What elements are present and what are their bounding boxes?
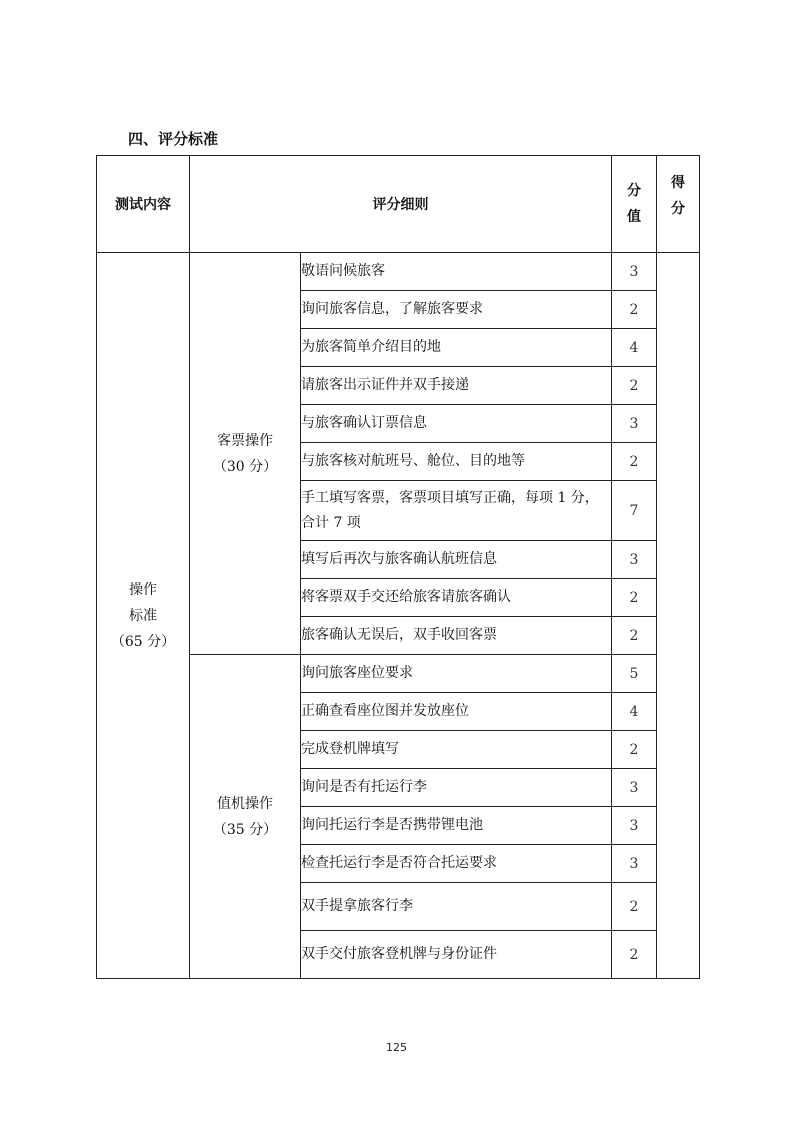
scoring-table	[96, 155, 700, 979]
row-item: 检查托运行李是否符合托运要求	[301, 845, 612, 883]
row-item: 询问是否有托运行李	[301, 769, 612, 807]
row-score: 2	[612, 291, 657, 329]
row-item: 完成登机牌填写	[301, 731, 612, 769]
header-score-value: 分 值	[612, 156, 657, 253]
row-score: 2	[612, 579, 657, 617]
score-got-cell[interactable]	[657, 253, 700, 979]
row-score: 3	[612, 253, 657, 291]
table-row	[97, 253, 700, 291]
row-item: 与旅客核对航班号、舱位、目的地等	[301, 443, 612, 481]
row-score: 2	[612, 883, 657, 931]
row-score: 5	[612, 655, 657, 693]
group-cell-checkin: 值机操作 （35 分）	[190, 655, 301, 979]
header-test-content: 测试内容	[97, 156, 190, 253]
row-score: 4	[612, 693, 657, 731]
row-item: 将客票双手交还给旅客请旅客确认	[301, 579, 612, 617]
row-item: 与旅客确认订票信息	[301, 405, 612, 443]
row-item: 询问托运行李是否携带锂电池	[301, 807, 612, 845]
row-score: 2	[612, 367, 657, 405]
row-item: 双手提拿旅客行李	[301, 883, 612, 931]
row-item: 旅客确认无误后，双手收回客票	[301, 617, 612, 655]
page-number: 125	[386, 1041, 407, 1054]
row-score: 2	[612, 731, 657, 769]
row-score: 3	[612, 845, 657, 883]
row-item: 为旅客简单介绍目的地	[301, 329, 612, 367]
row-score: 7	[612, 481, 657, 541]
row-item: 填写后再次与旅客确认航班信息	[301, 541, 612, 579]
header-score-got: 得 分	[657, 156, 700, 253]
group-cell-ticketing: 客票操作 （30 分）	[190, 253, 301, 655]
row-score: 2	[612, 443, 657, 481]
row-score: 4	[612, 329, 657, 367]
row-item: 手工填写客票，客票项目填写正确，每项 1 分，合计 7 项	[301, 481, 612, 541]
row-item: 询问旅客座位要求	[301, 655, 612, 693]
row-score: 3	[612, 807, 657, 845]
row-item: 敬语问候旅客	[301, 253, 612, 291]
row-item: 请旅客出示证件并双手接递	[301, 367, 612, 405]
row-item: 询问旅客信息，了解旅客要求	[301, 291, 612, 329]
row-score: 3	[612, 405, 657, 443]
category-cell: 操作 标准 （65 分）	[97, 253, 190, 979]
table-header-row	[97, 156, 700, 253]
row-score: 3	[612, 541, 657, 579]
section-title: 四、评分标准	[128, 130, 219, 148]
row-score: 2	[612, 617, 657, 655]
header-scoring-detail: 评分细则	[190, 156, 612, 253]
row-score: 3	[612, 769, 657, 807]
row-item: 正确查看座位图并发放座位	[301, 693, 612, 731]
row-score: 2	[612, 931, 657, 979]
row-item: 双手交付旅客登机牌与身份证件	[301, 931, 612, 979]
